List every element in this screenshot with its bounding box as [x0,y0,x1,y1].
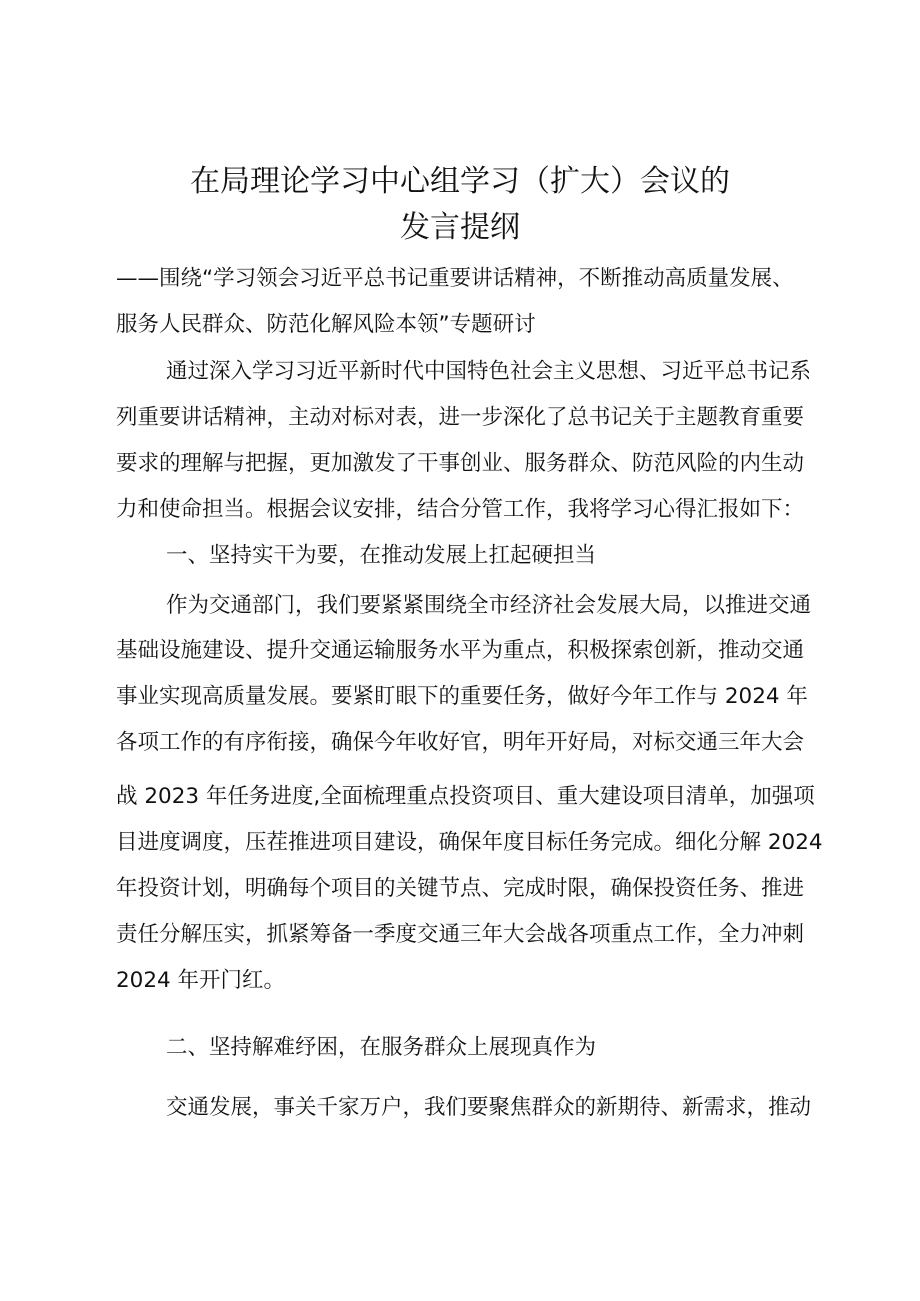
intro-paragraph-line-2: 列重要讲话精神，主动对标对表，进一步深化了总书记关于主题教育重要 [116,405,805,430]
section-1-line-3: 事业实现高质量发展。要紧盯眼下的重要任务，做好今年工作与 2024 年 [116,684,808,709]
section-1-line-1: 作为交通部门，我们要紧紧围绕全市经济社会发展大局，以推进交通 [166,593,812,618]
section-1-line-7: 年投资计划，明确每个项目的关键节点、完成时限，确保投资任务、推进 [116,876,805,901]
section-1-line-9: 2024 年开门红。 [116,968,286,993]
intro-paragraph-line-3: 要求的理解与把握，更加激发了干事创业、服务群众、防范风险的内生动 [116,451,805,476]
document-title-line-2: 发言提纲 [400,210,520,245]
section-1-line-2: 基础设施建设、提升交通运输服务水平为重点，积极探索创新，推动交通 [116,638,805,663]
section-1-line-5: 战 2023 年任务进度,全面梳理重点投资项目、重大建设项目清单，加强项 [116,784,815,809]
subtitle-line-1: ——围绕“学习领会习近平总书记重要讲话精神，不断推动高质量发展、 [116,266,794,291]
section-1-line-4: 各项工作的有序衔接，确保今年收好官，明年开好局，对标交通三年大会 [116,730,805,755]
section-2-heading: 二、坚持解难纾困，在服务群众上展现真作为 [166,1035,597,1060]
subtitle-line-2: 服务人民群众、防范化解风险本领”专题研讨 [116,312,536,337]
document-title-line-1: 在局理论学习中心组学习（扩大）会议的 [190,164,730,199]
intro-paragraph-line-1: 通过深入学习习近平新时代中国特色社会主义思想、习近平总书记系 [166,359,812,384]
section-1-line-8: 责任分解压实，抓紧筹备一季度交通三年大会战各项重点工作，全力冲刺 [116,922,805,947]
intro-paragraph-line-4: 力和使命担当。根据会议安排，结合分管工作，我将学习心得汇报如下： [116,497,805,522]
section-1-heading: 一、坚持实干为要，在推动发展上扛起硬担当 [166,543,597,568]
section-2-line-1: 交通发展，事关千家万户，我们要聚焦群众的新期待、新需求，推动 [166,1095,812,1120]
section-1-line-6: 目进度调度，压茬推进项目建设，确保年度目标任务完成。细化分解 2024 [116,830,823,855]
